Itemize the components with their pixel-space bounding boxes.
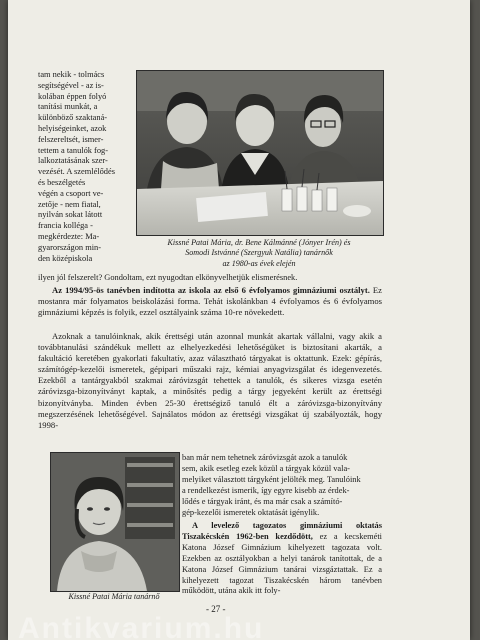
photo1-caption-line: Kissné Patai Mária, dr. Bene Kálmánné (Jónyer Irén) és (167, 238, 351, 247)
book-page (8, 0, 470, 640)
photo1-caption (136, 238, 382, 269)
left-line: megkérdezte: Ma- (38, 231, 100, 241)
page-number: - 27 - (206, 604, 226, 614)
left-line: nyilván sokat látott (38, 210, 103, 220)
paragraph-levelezo-text: ez a kecskeméti Katona József Gimnázium kihelyezett tagozata volt. Ezekben az osztályokban a helyi tanárok tanítottak, de a Katona József Gimnázium tanárai vizsgáztattak. Ez a kihelyezett tagozat Tiszakécskén három tanévben működött, utána akik itt foly- (182, 531, 382, 596)
right-line: sem, akik esetleg ezek közül a tárgyak közül vala- (182, 464, 350, 474)
left-line: helyiségeinket, azok (38, 123, 107, 133)
left-line: és beszélgetés (38, 177, 86, 187)
right-column-text (182, 452, 382, 519)
left-line: tettem a tanulók fog- (38, 145, 109, 155)
right-line: ban már nem tehetnek záróvizsgát azok a tanulók (182, 453, 348, 462)
watermark: Antikvarium.hu (18, 612, 265, 640)
right-line: lődés e tárgyak iránt, és ma már csak a számító- (182, 497, 343, 507)
portrait-photo (50, 452, 180, 592)
right-line: gép-kezelői ismeretek oktatását igénylik. (182, 508, 320, 518)
photo1-caption-line: az 1980-as évek elején (222, 258, 296, 268)
paragraph-1994 (38, 285, 382, 318)
right-line: melyiket választott tárgyként jelölték meg. Tanulóink (182, 475, 361, 485)
left-column-text (38, 70, 131, 264)
paragraph-1994-bold: Az 1994/95-ös tanévben indította az iskola az első 6 évfolyamos gimnáziumi osztályt. (52, 285, 370, 295)
left-line: különböző szaktaná- (38, 113, 108, 123)
left-line: tanítási munkát, a (38, 102, 98, 112)
portrait-photo-image (51, 453, 179, 591)
left-line: végén a csoport ve- (38, 188, 104, 198)
left-line: lalkoztatásának szer- (38, 156, 108, 166)
teachers-group-photo-image (137, 71, 383, 235)
photo1-caption-line: Somodi Istvánné (Szergyuk Natália) tanárnők (185, 248, 333, 258)
left-line: felszereltsét, ismer- (38, 134, 104, 144)
paragraph-levelezo (182, 521, 382, 597)
paragraph-tanulok: Azoknak a tanulóinknak, akik érettségi után azonnal munkát akartak vállalni, vagy akik a továbbtanulási szándékuk mellett az elhelyezkedési lehetőségüket is biztosítani akarták, a fakultáció keretében gyakorlati fakultatív, azaz választható tárgyakat is oktattunk. Ezek: gépírás, számítógép-kezelői ismeretek, gépipari műszaki rajz, kémiai anyagvizsgálat és idegenvezetés. Ezekből a tantárgyakból szakmai záróvizsgát tehettek a tanulók, és sikeres vizsga esetén záróvizsga-bizonyítványt kaptak, a minősítés pedig a tárgy jegyeként került az érettségi bizonyítványba. Minden évben 25-30 érettségiző tanuló élt a záróvizsga-bizonyítvány megszerzésének lehetőségével. Sajnálatos módon az érettségi vizsgákat új szabályozták, hogy 1998- (38, 331, 382, 430)
left-line: den középiskola (38, 253, 93, 263)
left-line: segítségével - az is- (38, 80, 104, 90)
left-line: francia kolléga - (38, 221, 93, 231)
teachers-group-photo (136, 70, 384, 236)
paragraph-1994-text: Ez mostanra már folyamatos beiskolázási forma. Tehát iskolánkban 4 évfolyamos és 6 évfolyamos gimnáziumi képzés is folyik, ezzel osztályaink száma 10-re növekedett. (38, 285, 382, 318)
left-line: gyarországon min- (38, 242, 102, 252)
question-line: ilyen jól felszerelt? Gondoltam, ezt nyugodtan elkönyvelhetjük elismerésnek. (38, 273, 298, 282)
left-line: kolában éppen folyó (38, 91, 107, 101)
left-line: zetője - nem fiatal, (38, 199, 101, 209)
left-line: tam nekik - tolmács (38, 70, 105, 79)
paragraph-levelezo-bold: A levelező tagozatos gimnáziumi oktatás Tiszakécskén 1962-ben kezdődött, (182, 521, 382, 541)
right-line: a rendelkezést ismerik, így egyre kisebb az érdek- (182, 486, 350, 496)
left-line: vezését. A szemlélődés (38, 167, 115, 177)
photo2-caption: Kissné Patai Mária tanárnő (68, 592, 160, 601)
